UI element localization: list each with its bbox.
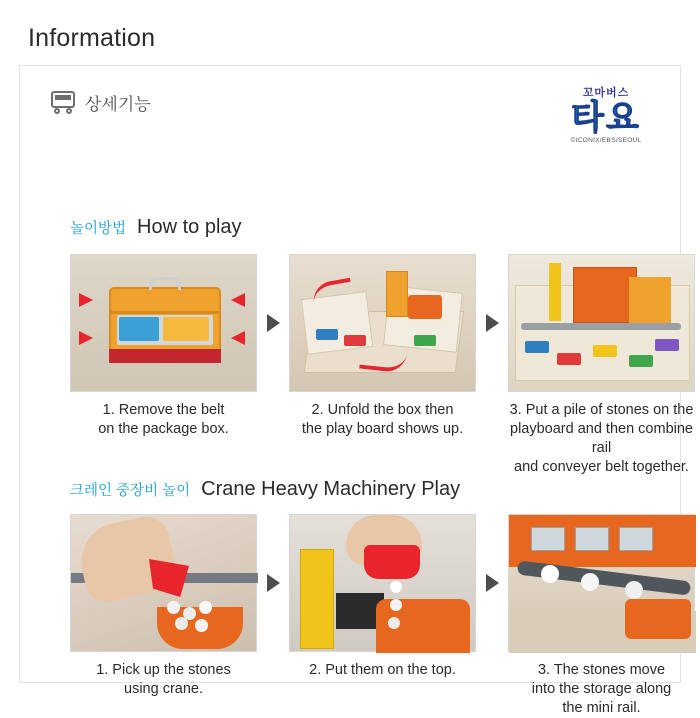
card-header (50, 90, 151, 115)
step-image-6 (508, 514, 695, 652)
arrow-right-icon (476, 254, 508, 392)
section-header-crane-play (70, 478, 460, 501)
step-caption (70, 661, 257, 699)
card-header-label: 상세기능 (85, 95, 151, 114)
step-caption-line: 2. Unfold the box then (311, 402, 454, 418)
step-caption (508, 661, 695, 718)
section-header-how-to-play (70, 216, 242, 239)
step-image-3 (508, 254, 695, 392)
section-2-steps (70, 514, 695, 718)
step-caption-line: 1. Remove the belt (102, 402, 225, 418)
step-item (508, 254, 695, 477)
step-caption-line: 2. Put them on the top. (309, 662, 456, 678)
step-item (70, 254, 257, 439)
logo-main-text: 타요 (571, 99, 641, 137)
section-2-ko-title: 크레인 중장비 놀이 (70, 483, 191, 499)
logo-copyright: ©ICONIX/EBS/SEOUL (570, 137, 642, 144)
step-caption (70, 401, 257, 439)
arrow-right-icon (257, 254, 289, 392)
step-caption-line: and conveyer belt together. (514, 459, 689, 475)
step-caption (289, 661, 476, 680)
step-caption-line: 3. The stones move (537, 662, 666, 678)
step-caption-line: into the storage along (531, 681, 672, 697)
step-item (289, 254, 476, 439)
step-caption-line: the mini rail. (562, 700, 641, 716)
step-caption-line: on the package box. (98, 421, 229, 437)
information-card (19, 65, 694, 716)
step-caption-line: playboard and then combine rail (510, 421, 693, 456)
page-title: Information (28, 24, 156, 52)
arrow-right-icon (257, 514, 289, 652)
step-image-5 (289, 514, 476, 652)
step-caption (289, 401, 476, 439)
logo-top-text: 꼬마버스 (582, 87, 630, 99)
section-2-en-title: Crane Heavy Machinery Play (201, 478, 461, 500)
step-caption-line: the play board shows up. (301, 421, 464, 437)
section-1-ko-title: 놀이방법 (70, 221, 127, 237)
step-caption-line: using crane. (124, 681, 203, 697)
section-1-steps (70, 254, 695, 477)
step-item (289, 514, 476, 680)
bus-icon (50, 91, 76, 115)
arrow-right-icon (476, 514, 508, 652)
step-image-1 (70, 254, 257, 392)
step-image-2 (289, 254, 476, 392)
step-caption-line: 1. Pick up the stones (96, 662, 231, 678)
step-caption (508, 401, 695, 477)
step-item (508, 514, 695, 718)
step-caption-line: 3. Put a pile of stones on the (509, 402, 694, 418)
tayo-logo (558, 84, 654, 144)
step-item (70, 514, 257, 699)
step-image-4 (70, 514, 257, 652)
section-1-en-title: How to play (137, 216, 242, 238)
